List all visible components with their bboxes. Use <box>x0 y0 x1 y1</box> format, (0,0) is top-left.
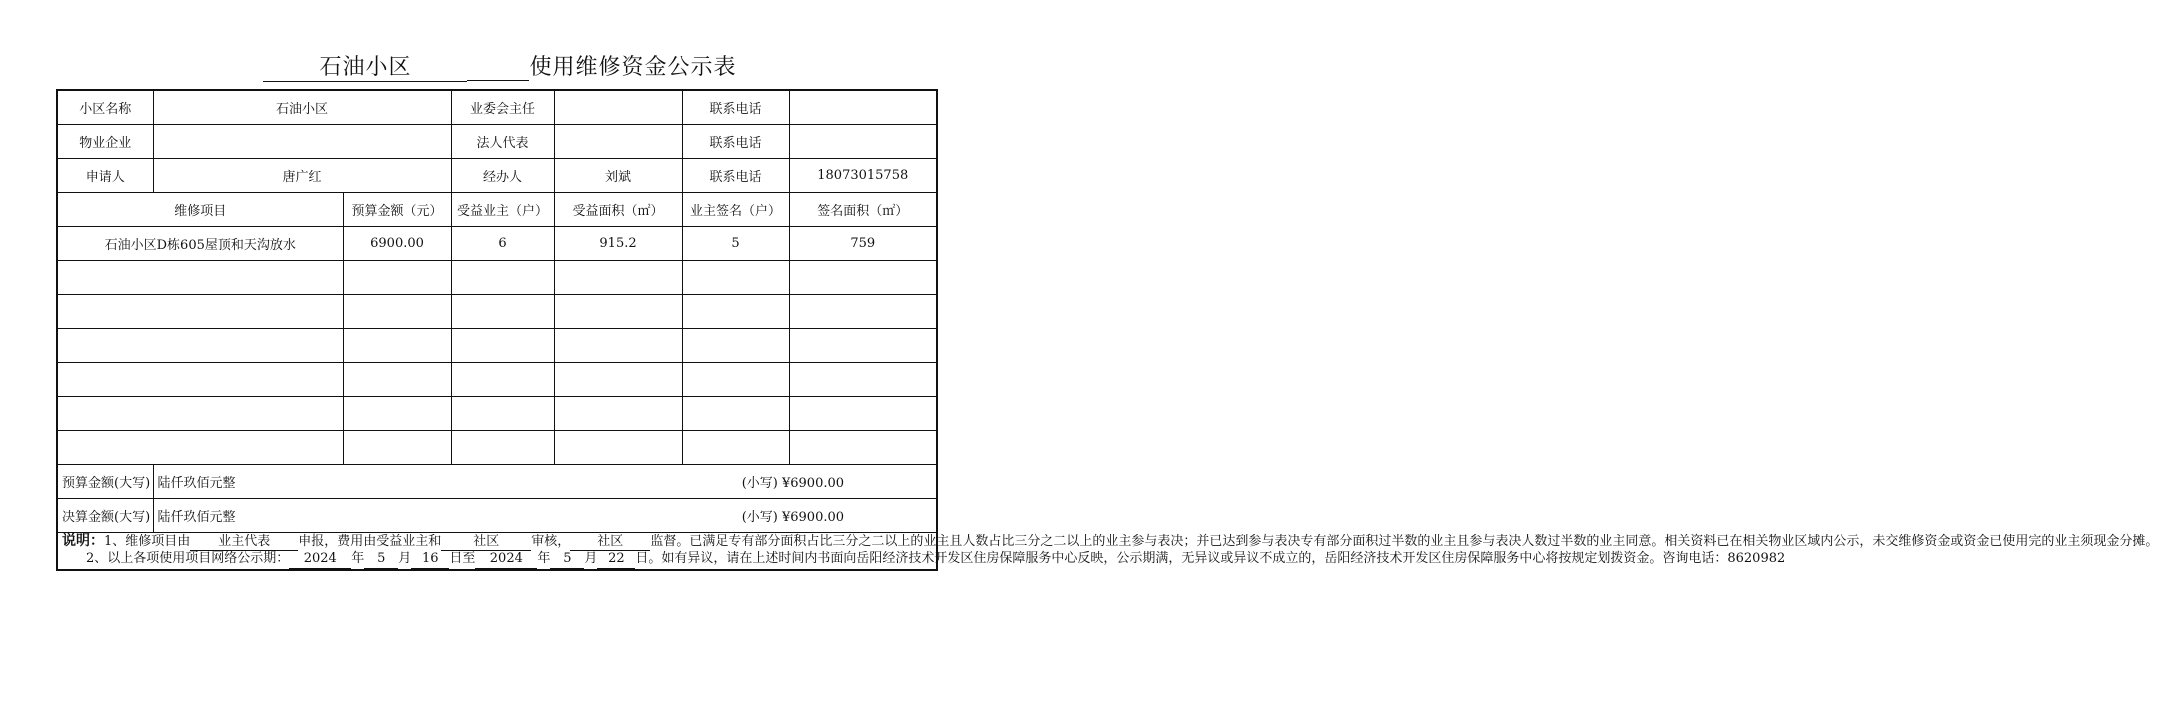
notes-blank: 22 <box>597 551 635 569</box>
repair-item: 石油小区D栋605屋顶和天沟放水 <box>57 226 343 260</box>
notes-blank: 16 <box>411 551 449 569</box>
property-label: 物业企业 <box>57 124 153 158</box>
info-row-property <box>57 124 937 158</box>
column-header: 签名面积（㎡） <box>789 192 937 226</box>
notes-text: 年 <box>537 551 551 566</box>
title-underline <box>467 55 529 81</box>
info-row-applicant <box>57 158 937 192</box>
notes-blank: 2024 <box>475 551 537 569</box>
handler-value: 刘斌 <box>554 158 682 192</box>
community-value: 石油小区 <box>153 90 451 124</box>
notes-text: 月 <box>398 551 412 566</box>
community-label: 小区名称 <box>57 90 153 124</box>
chair-label: 业委会主任 <box>451 90 554 124</box>
phone-label: 联系电话 <box>682 124 789 158</box>
notes-text: 日。如有异议，请在上述时间内书面向岳阳经济技术开发区住房保障服务中心反映，公示期满，无异议或异议不成立的，岳阳经济技术开发区住房保障服务中心将按规定划拨资金。咨询电话：8620982 <box>635 551 1786 566</box>
column-header: 预算金额（元） <box>343 192 451 226</box>
table-row-empty <box>57 362 937 396</box>
notes-text: 年 <box>351 551 365 566</box>
disclosure-table <box>56 89 2158 571</box>
table-row-empty <box>57 396 937 430</box>
budget-summary-row <box>57 464 937 498</box>
signed-area: 759 <box>789 226 937 260</box>
final-amount-small: (小写) ¥6900.00 <box>741 509 845 525</box>
column-header: 业主签名（户） <box>682 192 789 226</box>
notes-text: 监督。已满足专有部分面积占比三分之二以上的业主且人数占比三分之二以上的业主参与表决；并已达到参与表决专有部分面积过半数的业主且参与表决人数过半数的业主同意。相关资料已在相关物业区域内公示，未交维修资金或资金已使用完的业主须现金分摊。 <box>650 533 2158 549</box>
table-row-empty <box>57 294 937 328</box>
final-summary-label: 决算金额(大写) <box>57 498 153 532</box>
applicant-value: 唐广红 <box>153 158 451 192</box>
final-summary-row <box>57 498 937 532</box>
notes-text: 月 <box>584 551 598 566</box>
notes-text: 日至 <box>449 551 476 566</box>
notes-text: 1、维修项目由 <box>104 533 191 549</box>
page-title <box>0 50 1000 82</box>
notes-blank: 社区 <box>570 534 650 552</box>
final-amount-big: 陆仟玖佰元整 <box>157 509 236 525</box>
final-summary-value <box>153 498 937 532</box>
table-row-empty <box>57 260 937 294</box>
beneficiary-area: 915.2 <box>554 226 682 260</box>
budget-summary-value <box>153 464 937 498</box>
chair-value <box>554 90 682 124</box>
signed-owners: 5 <box>682 226 789 260</box>
phone-value: 18073015758 <box>789 158 937 192</box>
column-header: 维修项目 <box>57 192 343 226</box>
property-value <box>153 124 451 158</box>
notes-heading: 说明： <box>62 532 104 549</box>
title-suffix: 使用维修资金公示表 <box>529 55 737 80</box>
notes-text: 审核， <box>531 533 571 549</box>
budget-amount-big: 陆仟玖佰元整 <box>157 475 236 491</box>
notes-text: 申报，费用由受益业主和 <box>298 533 442 549</box>
notes-blank: 社区 <box>441 534 531 552</box>
budget-summary-label: 预算金额(大写) <box>57 464 153 498</box>
title-community: 石油小区 <box>263 50 467 82</box>
info-row-community <box>57 90 937 124</box>
notes-blank: 5 <box>550 551 584 569</box>
notes <box>57 532 2158 570</box>
budget-amount: 6900.00 <box>343 226 451 260</box>
phone-label: 联系电话 <box>682 90 789 124</box>
legal-label: 法人代表 <box>451 124 554 158</box>
notes-text: 2、以上各项使用项目网络公示期： <box>86 551 290 566</box>
handler-label: 经办人 <box>451 158 554 192</box>
applicant-label: 申请人 <box>57 158 153 192</box>
notes-blank: 2024 <box>289 551 351 569</box>
column-header-row <box>57 192 937 226</box>
notes-row <box>57 532 937 570</box>
beneficiary-owners: 6 <box>451 226 554 260</box>
phone-value <box>789 124 937 158</box>
phone-value <box>789 90 937 124</box>
legal-value <box>554 124 682 158</box>
budget-amount-small: (小写) ¥6900.00 <box>741 475 845 491</box>
notes-blank: 业主代表 <box>190 534 298 552</box>
table-row-empty <box>57 328 937 362</box>
column-header: 受益面积（㎡） <box>554 192 682 226</box>
notes-blank: 5 <box>364 551 398 569</box>
phone-label: 联系电话 <box>682 158 789 192</box>
table-row <box>57 226 937 260</box>
table-row-empty <box>57 430 937 464</box>
column-header: 受益业主（户） <box>451 192 554 226</box>
